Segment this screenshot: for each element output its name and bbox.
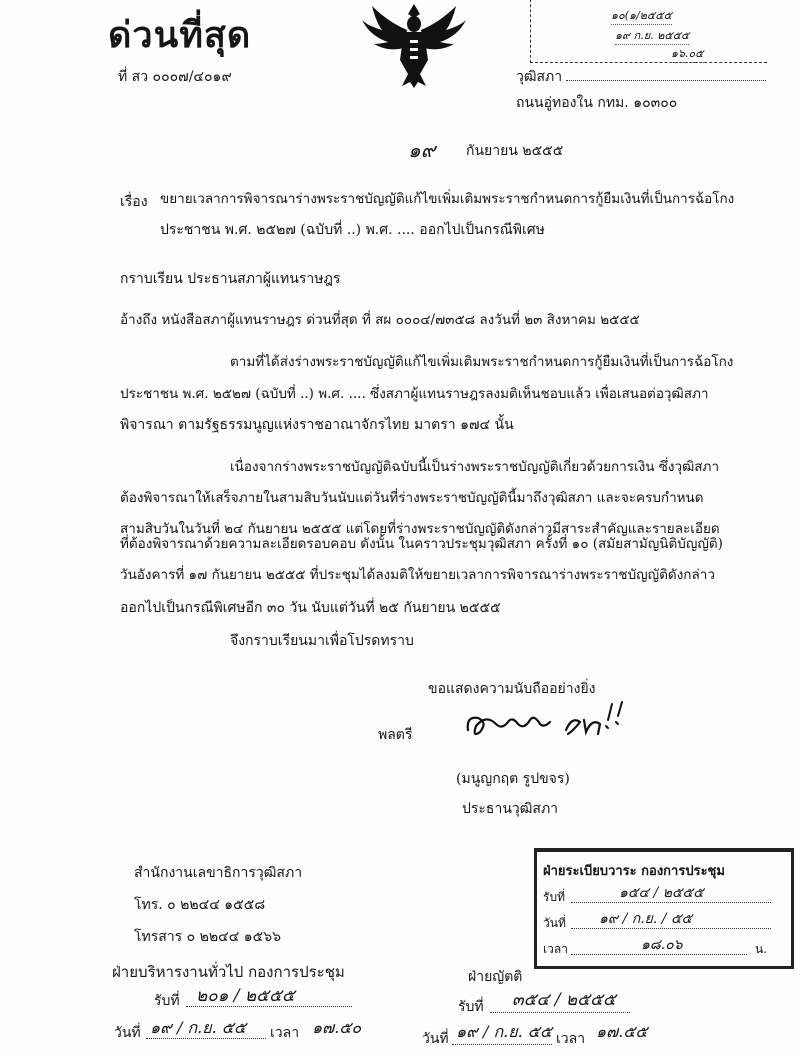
bottom-mid-dept: ฝ่ายญัตติ bbox=[468, 969, 523, 985]
bottom-left-time-value: ๑๗.๕๐ bbox=[312, 1018, 362, 1037]
bottom-left-time-label: เวลา bbox=[270, 1025, 300, 1041]
signer-rank: พลตรี bbox=[378, 727, 413, 743]
document-number: ที่ สว ๐๐๐๗/๔๐๑๙ bbox=[118, 69, 232, 85]
stamp-time: ๑๖.๐๕ bbox=[671, 44, 704, 63]
salutation: กราบเรียน ประธานสภาผู้แทนราษฎร bbox=[120, 271, 341, 287]
signer-title: ประธานวุฒิสภา bbox=[462, 801, 559, 817]
contact-phone: โทร. ๐ ๒๒๔๔ ๑๕๕๘ bbox=[134, 897, 266, 913]
bottom-left-dept: ฝ่ายบริหารงานทั่วไป กองการประชุม bbox=[112, 963, 345, 981]
reference: อ้างถึง หนังสือสภาผู้แทนราษฎร ด่วนที่สุด ที่ สผ ๐๐๐๔/๗๓๕๘ ลงวันที่ ๒๓ สิงหาคม ๒๕๕๕ bbox=[120, 312, 640, 328]
stamp-box-time-label: เวลา bbox=[543, 942, 568, 956]
date-month-year: กันยายน ๒๕๕๕ bbox=[466, 143, 564, 159]
date-day: ๑๙ bbox=[408, 138, 436, 162]
bottom-mid-date-label: วันที่ bbox=[422, 1031, 449, 1047]
paragraph-2-line-4: ที่ต้องพิจารณาด้วยความละเอียดรอบคอบ ดังนั้น ในคราวประชุมวุฒิสภา ครั้งที่ ๑๐ (สมัยสามัญนิติบัญญัติ) bbox=[120, 536, 723, 552]
signature-icon bbox=[462, 700, 642, 748]
paragraph-1-line-3: พิจารณา ตามรัฐธรรมนูญแห่งราชอาณาจักรไทย มาตรา ๑๗๔ นั้น bbox=[120, 417, 514, 433]
stamp-box-time-value: ๑๘.๐๖ bbox=[641, 937, 683, 953]
paragraph-2-line-6: ออกไปเป็นกรณีพิเศษอีก ๓๐ วัน นับแต่วันที่ ๒๕ กันยายน ๒๕๕๕ bbox=[120, 600, 501, 616]
subject-line-1: ขยายเวลาการพิจารณาร่างพระราชบัญญัติแก้ไขเพิ่มเติมพระราชกำหนดการกู้ยืมเงินที่เป็นการฉ้อโกง bbox=[160, 191, 735, 207]
sender-org: วุฒิสภา bbox=[516, 69, 563, 85]
stamp-date: ๑๙ ก.ย. ๒๕๕๕ bbox=[615, 26, 689, 45]
urgency-heading: ด่วนที่สุด bbox=[108, 15, 252, 56]
bottom-mid-recv-label: รับที่ bbox=[458, 999, 484, 1015]
sender-address: ถนนอู่ทองใน กทม. ๑๐๓๐๐ bbox=[516, 95, 678, 111]
receipt-stamp-top bbox=[530, 0, 767, 63]
regards: ขอแสดงความนับถืออย่างยิ่ง bbox=[428, 681, 596, 697]
bottom-mid-time-value: ๑๗.๕๕ bbox=[596, 1022, 648, 1041]
bottom-mid-time-label: เวลา bbox=[556, 1031, 586, 1047]
stamp-box-date-label: วันที่ bbox=[543, 916, 566, 930]
paragraph-2-line-3: สามสิบวันในวันที่ ๒๔ กันยายน ๒๕๕๕ แต่โดยที่ร่างพระราชบัญญัติดังกล่าวมีสาระสำคัญและรายละเอียด bbox=[120, 521, 720, 537]
bottom-left-recv-label: รับที่ bbox=[154, 993, 180, 1009]
garuda-emblem-icon bbox=[358, 0, 470, 94]
contact-office: สำนักงานเลขาธิการวุฒิสภา bbox=[134, 865, 303, 881]
stamp-box-date-value: ๑๙ / ก.ย. / ๕๕ bbox=[599, 911, 693, 927]
contact-fax: โทรสาร ๐ ๒๒๔๔ ๑๕๖๖ bbox=[134, 929, 281, 945]
subject-line-2: ประชาชน พ.ศ. ๒๕๒๗ (ฉบับที่ ..) พ.ศ. .... ออกไปเป็นกรณีพิเศษ bbox=[160, 222, 545, 238]
stamp-box-recv-value: ๑๕๔ / ๒๕๕๕ bbox=[619, 885, 704, 901]
bottom-left-date-label: วันที่ bbox=[114, 1025, 141, 1041]
bottom-left-date-value: ๑๙ / ก.ย. ๕๕ bbox=[150, 1018, 246, 1037]
paragraph-1-line-1: ตามที่ได้ส่งร่างพระราชบัญญัติแก้ไขเพิ่มเติมพระราชกำหนดการกู้ยืมเงินที่เป็นการฉ้อโกง bbox=[230, 354, 734, 370]
stamp-number: ๑๐(๑/๒๕๕๕ bbox=[611, 6, 672, 25]
paragraph-1-line-2: ประชาชน พ.ศ. ๒๕๒๗ (ฉบับที่ ..) พ.ศ. .... ซึ่งสภาผู้แทนราษฎรลงมติเห็นชอบแล้ว เพื่อเสนอต่อวุฒิสภา bbox=[120, 386, 709, 402]
signer-name: (มนูญกฤต รูปขจร) bbox=[456, 771, 570, 787]
stamp-box-recv-label: รับที่ bbox=[543, 890, 565, 904]
closing: จึงกราบเรียนมาเพื่อโปรดทราบ bbox=[230, 633, 414, 649]
stamp-box-time-suffix: น. bbox=[755, 942, 768, 956]
paragraph-2-line-5: วันอังคารที่ ๑๗ กันยายน ๒๕๕๕ ที่ประชุมได้ลงมติให้ขยายเวลาการพิจารณาร่างพระราชบัญญัติดังกล่าว bbox=[120, 567, 715, 583]
subject-label: เรื่อง bbox=[120, 194, 148, 210]
bottom-mid-recv-value: ๓๕๔ / ๒๕๕๕ bbox=[512, 990, 616, 1010]
stamp-box-header: ฝ่ายระเบียบวาระ กองการประชุม bbox=[543, 864, 725, 879]
paragraph-2-line-2: ต้องพิจารณาให้เสร็จภายในสามสิบวันนับแต่วันที่ร่างพระราชบัญญัตินี้มาถึงวุฒิสภา และจะครบกำหนด bbox=[120, 490, 704, 506]
bottom-mid-date-value: ๑๙ / ก.ย. ๕๕ bbox=[456, 1022, 552, 1041]
bottom-left-recv-value: ๒๐๑ / ๒๕๕๕ bbox=[196, 986, 295, 1006]
paragraph-2-line-1: เนื่องจากร่างพระราชบัญญัติฉบับนี้เป็นร่างพระราชบัญญัติเกี่ยวด้วยการเงิน ซึ่งวุฒิสภา bbox=[230, 459, 720, 475]
agenda-receipt-stamp bbox=[534, 848, 794, 969]
